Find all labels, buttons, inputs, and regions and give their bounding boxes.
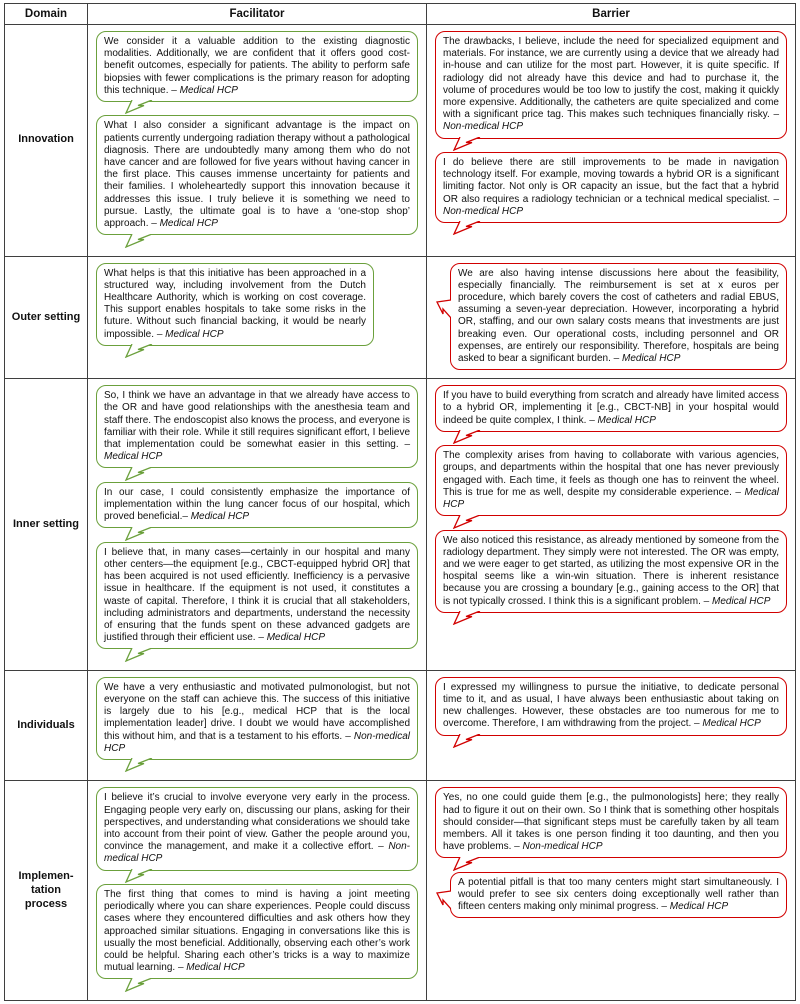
header-facilitator (87, 4, 426, 24)
quote-attribution: – Non-medical HCP (443, 193, 780, 217)
facilitator-quote-bubble (96, 115, 418, 247)
quote-attribution: – Medical HCP (703, 595, 771, 607)
speech-tail-icon (122, 648, 156, 662)
quote-attribution: – Medical HCP (151, 217, 218, 229)
speech-tail-icon (450, 515, 484, 529)
quote-attribution: – Medical HCP (613, 352, 681, 364)
barrier-quote-bubble (435, 530, 787, 626)
quote-bubble-body (96, 542, 418, 650)
quote-bubble-body (435, 385, 787, 432)
quote-bubble-body (435, 445, 787, 516)
quote-attribution: – Medical HCP (104, 438, 410, 463)
facilitator-cell-outer-setting (87, 256, 426, 379)
domain-label: Individuals (17, 718, 75, 731)
domain-cell-inner-setting (5, 378, 87, 670)
speech-tail-icon (450, 734, 484, 748)
quote-text: What I also consider a significant advantage is the impact on patients currently undergoing radiation therapy without a pathological diagnosis. There are undoubtedly many among them who do not have cancer and are followed for five years without having cancer in the first place. This causes immense uncertainty for patients and their families. I wholeheartedly support this innovation because it addresses this issue. I truly believe it is something we need to pursue. Lastly, the ultimate goal is to have a ‘one-stop shop’ approach. (104, 120, 410, 229)
barrier-cell-innovation (426, 24, 795, 256)
barrier-cell-inner-setting (426, 378, 795, 670)
domain-label: Inner setting (12, 517, 79, 530)
facilitator-quote-bubble (96, 385, 418, 481)
quote-text: We have a very enthusiastic and motivated pulmonologist, but not everyone on the staff can achieve this. The success of this initiative is largely due to his [e.g., medical HCP that is the local implementation leader] drive. I doubt we would have accomplished this without him, and that is a testament to his efforts. (104, 681, 410, 742)
facilitator-cell-individuals (87, 670, 426, 781)
barrier-quote-bubble (435, 385, 787, 444)
quote-attribution: – Medical HCP (443, 486, 779, 510)
quote-attribution: – Medical HCP (258, 632, 326, 644)
domain-cell-individuals (5, 670, 87, 781)
quote-bubble-body (435, 677, 787, 736)
quote-bubble-body (96, 385, 418, 468)
header-barrier-label: Barrier (592, 8, 630, 20)
speech-tail-icon (450, 857, 484, 871)
quote-bubble-body (450, 872, 787, 919)
quote-text: A potential pitfall is that too many centers might start simultaneously. I would prefer to see six centers doing exceptionally well rather than fifteen centers making only minimal progress. (458, 876, 779, 913)
speech-tail-icon (450, 611, 484, 625)
quote-attribution: – Non-medical HCP (104, 841, 410, 865)
quote-attribution: – Medical HCP (171, 84, 238, 96)
quote-text: Yes, no one could guide them [e.g., the pulmonologists] here; they really had to figure it out on their own. So I think that is something other hospitals should consider—that significant steps must be carefully taken by all team members. All it takes is one person finding it too daunting, and then you have problems. (443, 792, 779, 853)
domain-cell-implementation-process (5, 780, 87, 999)
quote-bubble-body (96, 787, 418, 870)
header-barrier (426, 4, 795, 24)
quote-text: In our case, I could consistently emphasize the importance of implementation within the lung cancer focus of our hospital, which proved beneficial. (104, 486, 410, 523)
speech-tail-icon (122, 234, 156, 248)
domain-label: Innovation (18, 133, 74, 146)
quote-bubble-body (450, 263, 787, 371)
quote-attribution: – Medical HCP (694, 718, 761, 730)
domain-label: Outer setting (11, 310, 81, 323)
quote-text: If you have to build everything from scratch and already have limited access to a hybrid OR, implementing it [e.g., CBCT-NB] in your hospital would indeed be quite complex, I think. (443, 390, 779, 426)
speech-tail-icon (436, 886, 451, 916)
barrier-quote-bubble (450, 263, 787, 371)
speech-tail-icon (122, 869, 156, 883)
speech-tail-icon (450, 137, 484, 151)
barrier-quote-bubble (435, 445, 787, 528)
quotes-table (4, 3, 796, 1001)
quote-bubble-body (435, 530, 787, 613)
quote-attribution: – Non-medical HCP (514, 841, 603, 853)
quote-text: We also noticed this resistance, as already mentioned by someone from the radiology department. They simply were not interested. The OR was empty, and we were eager to get started, as utilizing the most expensive OR in the hospital seems like a win-win situation. There is inherent resistance because you are crossing a boundary [e.g., gaining access to the OR] that is not typically crossed. I think this is a significant problem. (443, 534, 779, 607)
quote-text: We consider it a valuable addition to the existing diagnostic modalities. Additionally, we are confident that it offers good cost-benefit outcomes, especially for patients. The ability to perform safe biopsies with fewer complications is the primary reason for adopting this technique. (104, 36, 410, 96)
quote-text: What helps is that this initiative has been approached in a structured way, including involvement from the Dutch Healthcare Authority, which is working on cost coverage. This support enables hospitals to take some risks in the future. Without such financial backing, it would be nearly impossible. (104, 267, 366, 340)
domain-cell-outer-setting (5, 256, 87, 379)
quote-text: The first thing that comes to mind is having a joint meeting periodically where you can share experiences. People could discuss cases where they encountered difficulties and ask others how they approached similar situations. Engaging in conversations like this is usually the most beneficial. Additionally, observing each other’s work could be helpful. Sharing each other’s tricks is a way to maximize mutual learning. (104, 889, 410, 974)
barrier-cell-implementation-process (426, 780, 795, 999)
quote-attribution: – Medical HCP (182, 511, 250, 523)
speech-tail-icon (436, 295, 451, 325)
quote-attribution: – Medical HCP (177, 962, 245, 974)
facilitator-cell-inner-setting (87, 378, 426, 670)
quote-attribution: – Medical HCP (589, 414, 656, 426)
header-domain (5, 4, 87, 24)
speech-tail-icon (122, 344, 156, 358)
quote-text: I do believe there are still improvements to be made in navigation technology itself. For example, moving towards a hybrid OR is a significant limiting factor. Not only is OR capacity an issue, but the fact that a hybrid OR also requires a radiology technician or a technical medical specialist. (443, 157, 779, 205)
quote-bubble-body (96, 31, 418, 102)
domain-label: Implemen-tation process (18, 870, 74, 910)
quote-attribution: – Medical HCP (661, 901, 729, 913)
quote-bubble-body (96, 482, 418, 529)
quote-bubble-body (435, 31, 787, 139)
facilitator-quote-bubble (96, 31, 418, 114)
speech-tail-icon (450, 430, 484, 444)
facilitator-quote-bubble (96, 677, 418, 773)
speech-tail-icon (122, 527, 156, 541)
speech-tail-icon (450, 221, 484, 235)
facilitator-quote-bubble (96, 482, 418, 541)
quote-text: We are also having intense discussions here about the feasibility, especially financially. The reimbursement is set at x euros per procedure, which barely covers the cost of catheters and radial EBUS, assuming a seven-year depreciation. However, incorporating a hybrid OR, staffing, and our own salary costs means that investments are just breaking even. Our operational costs, including personnel and OR expenses, are entirely our responsibility. Therefore, hospitals are being asked to bear a significant burden. (458, 267, 779, 364)
barrier-cell-outer-setting (426, 256, 795, 379)
domain-cell-innovation (5, 24, 87, 256)
barrier-quote-bubble (435, 677, 787, 748)
quote-bubble-body (96, 677, 418, 760)
quote-bubble-body (435, 152, 787, 223)
quote-bubble-body (96, 115, 418, 235)
quote-attribution: – Non-medical HCP (104, 730, 410, 754)
quote-bubble-body (96, 884, 418, 979)
speech-tail-icon (122, 758, 156, 772)
header-domain-label: Domain (24, 8, 68, 20)
quote-text: I expressed my willingness to pursue the initiative, to dedicate personal time to it, and as usual, I have always been enthusiastic about taking on new challenges. However, these obstacles are too numerous for me to overcome. Therefore, I am withdrawing from the project. (443, 681, 779, 730)
quote-text: The complexity arises from having to collaborate with various agencies, groups, and departments within the hospital that one has never previously engaged with. Each time, it feels as though one has to reinvent the wheel. This is true for me as well, despite my considerable experience. (443, 450, 779, 498)
quote-text: I believe it’s crucial to involve everyone very early in the process. Engaging people very early on, discussing our plans, asking for their perspectives, and understanding what considerations we should take into account from their point of view. Gather the people around you, convince the management, and make it a collective effort. (104, 792, 410, 853)
facilitator-quote-bubble (96, 542, 418, 662)
speech-tail-icon (122, 467, 156, 481)
facilitator-cell-innovation (87, 24, 426, 256)
quote-attribution: – Non-medical HCP (443, 109, 780, 133)
facilitator-cell-implementation-process (87, 780, 426, 999)
facilitator-quote-bubble (96, 787, 418, 883)
facilitator-quote-bubble (96, 884, 418, 992)
barrier-cell-individuals (426, 670, 795, 781)
quote-bubble-body (96, 263, 374, 346)
speech-tail-icon (122, 100, 156, 114)
barrier-quote-bubble (450, 872, 787, 919)
barrier-quote-bubble (435, 152, 787, 235)
barrier-quote-bubble (435, 787, 787, 870)
quote-bubble-body (435, 787, 787, 858)
quote-text: So, I think we have an advantage in that we already have access to the OR and have good relationships with the anesthesia team and staff there. The endoscopist also knows the process, and everyone is familiar with their role. While it still requires significant effort, I believe that implementation could be somewhat easier in this setting. (104, 390, 410, 450)
quote-attribution: – Medical HCP (156, 328, 224, 340)
barrier-quote-bubble (435, 31, 787, 151)
quote-text: The drawbacks, I believe, include the need for specialized equipment and materials. For instance, we are currently using a device that we already had in-house and can utilize for the most part. However, it is quite specific. If radiology did not already have this device and had to purchase it, the volume of procedures would be too low to justify the cost, making it quickly more expensive. Additionally, the catheters are quite specialized and come with a significant price tag. This makes such techniques financially risky. (443, 36, 779, 121)
quote-text: I believe that, in many cases—certainly in our hospital and many other centers—the equipment [e.g., CBCT-equipped hybrid OR] that has been acquired is not used efficiently. Inefficiency is a pervasive issue in healthcare. If the equipment is not used, it constitutes a waste of capital. Therefore, I think it is crucial that all stakeholders, including administrators and departments, understand the necessity of ensuring that the funds spent on these advanced gadgets are justified through their efficient use. (104, 546, 410, 644)
speech-tail-icon (122, 978, 156, 992)
header-facilitator-label: Facilitator (229, 8, 285, 20)
facilitator-quote-bubble (96, 263, 374, 359)
